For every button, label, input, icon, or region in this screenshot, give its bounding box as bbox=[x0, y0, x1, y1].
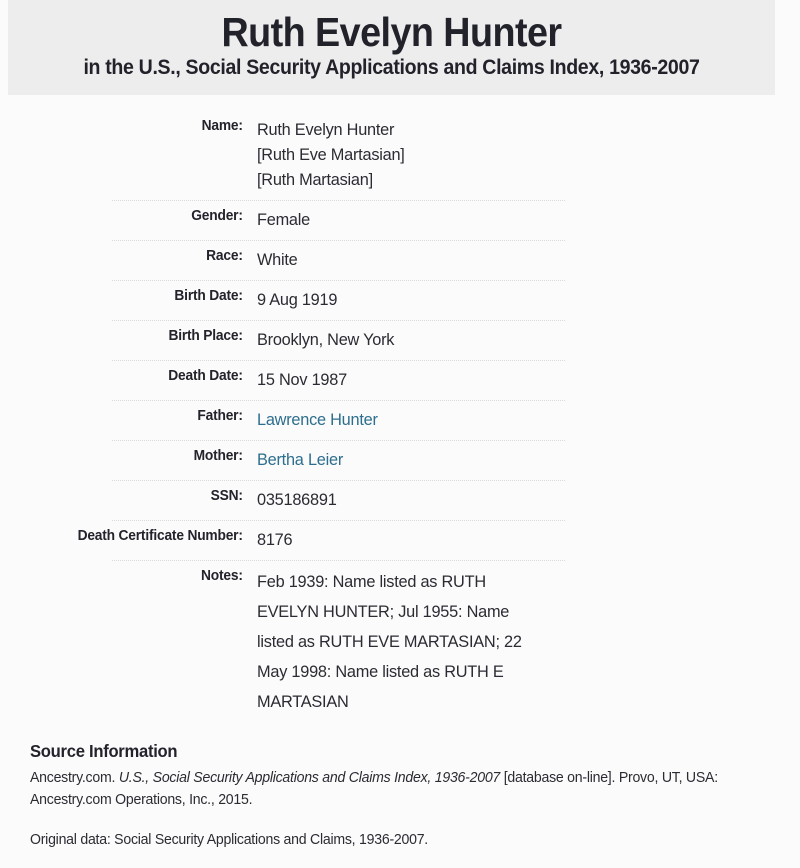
table-row bbox=[0, 280, 800, 320]
table-row bbox=[0, 480, 800, 520]
fact-label-ssn: SSN: bbox=[210, 488, 243, 504]
alternate-name-1: [Ruth Eve Martasian] bbox=[257, 145, 405, 164]
page-title: Ruth Evelyn Hunter bbox=[221, 9, 562, 55]
alternate-name-2: [Ruth Martasian] bbox=[257, 170, 373, 189]
fact-label-father: Father: bbox=[197, 408, 243, 424]
fact-label-birth-date: Birth Date: bbox=[174, 288, 243, 304]
fact-value-ssn: 035186891 bbox=[257, 490, 337, 509]
fact-label-death-date: Death Date: bbox=[168, 368, 243, 384]
source-citation bbox=[30, 767, 752, 811]
citation-database-title: U.S., Social Security Applications and Claims Index, 1936-2007 bbox=[118, 770, 501, 786]
fact-label-death-certificate-number: Death Certificate Number: bbox=[77, 528, 243, 544]
table-row bbox=[0, 560, 800, 725]
fact-value-mother-link[interactable]: Bertha Leier bbox=[257, 450, 344, 469]
record-collection-subtitle: in the U.S., Social Security Applications and Claims Index, 1936-2007 bbox=[83, 56, 700, 79]
record-header-band bbox=[8, 0, 775, 95]
source-information-heading: Source Information bbox=[30, 741, 178, 761]
fact-label-mother: Mother: bbox=[193, 448, 243, 464]
citation-publisher: Ancestry.com. bbox=[30, 770, 119, 786]
table-row bbox=[0, 400, 800, 440]
table-row bbox=[0, 110, 800, 200]
fact-label-birth-place: Birth Place: bbox=[168, 328, 243, 344]
fact-value-death-date: 15 Nov 1987 bbox=[257, 370, 347, 389]
fact-value-death-certificate-number: 8176 bbox=[257, 530, 293, 549]
original-data-statement: Original data: Social Security Applications and Claims, 1936-2007. bbox=[30, 832, 428, 848]
fact-label-gender: Gender: bbox=[191, 208, 243, 224]
table-row bbox=[0, 360, 800, 400]
record-fact-table bbox=[0, 110, 800, 725]
table-row bbox=[0, 200, 800, 240]
fact-value-notes: Feb 1939: Name listed as RUTH EVELYN HUNTER; Jul 1955: Name listed as RUTH EVE MARTASIAN; 22 May 1998: Name listed as RUTH E MARTASIAN bbox=[257, 572, 522, 711]
primary-name: Ruth Evelyn Hunter bbox=[257, 120, 395, 139]
fact-value-name bbox=[257, 117, 531, 192]
fact-value-race: White bbox=[257, 250, 298, 269]
source-information-section bbox=[30, 740, 782, 851]
table-row bbox=[0, 240, 800, 280]
fact-value-father-link[interactable]: Lawrence Hunter bbox=[257, 410, 378, 429]
table-row bbox=[0, 520, 800, 560]
fact-label-name: Name: bbox=[201, 118, 243, 134]
table-row bbox=[0, 320, 800, 360]
fact-value-gender: Female bbox=[257, 210, 310, 229]
fact-label-race: Race: bbox=[206, 248, 243, 264]
table-row bbox=[0, 440, 800, 480]
citation-publication-details: [database on-line]. Provo, UT, USA: Ancestry.com Operations, Inc., 2015. bbox=[30, 770, 718, 808]
fact-value-birth-date: 9 Aug 1919 bbox=[257, 290, 338, 309]
fact-value-birth-place: Brooklyn, New York bbox=[257, 330, 395, 349]
fact-label-notes: Notes: bbox=[201, 568, 243, 584]
